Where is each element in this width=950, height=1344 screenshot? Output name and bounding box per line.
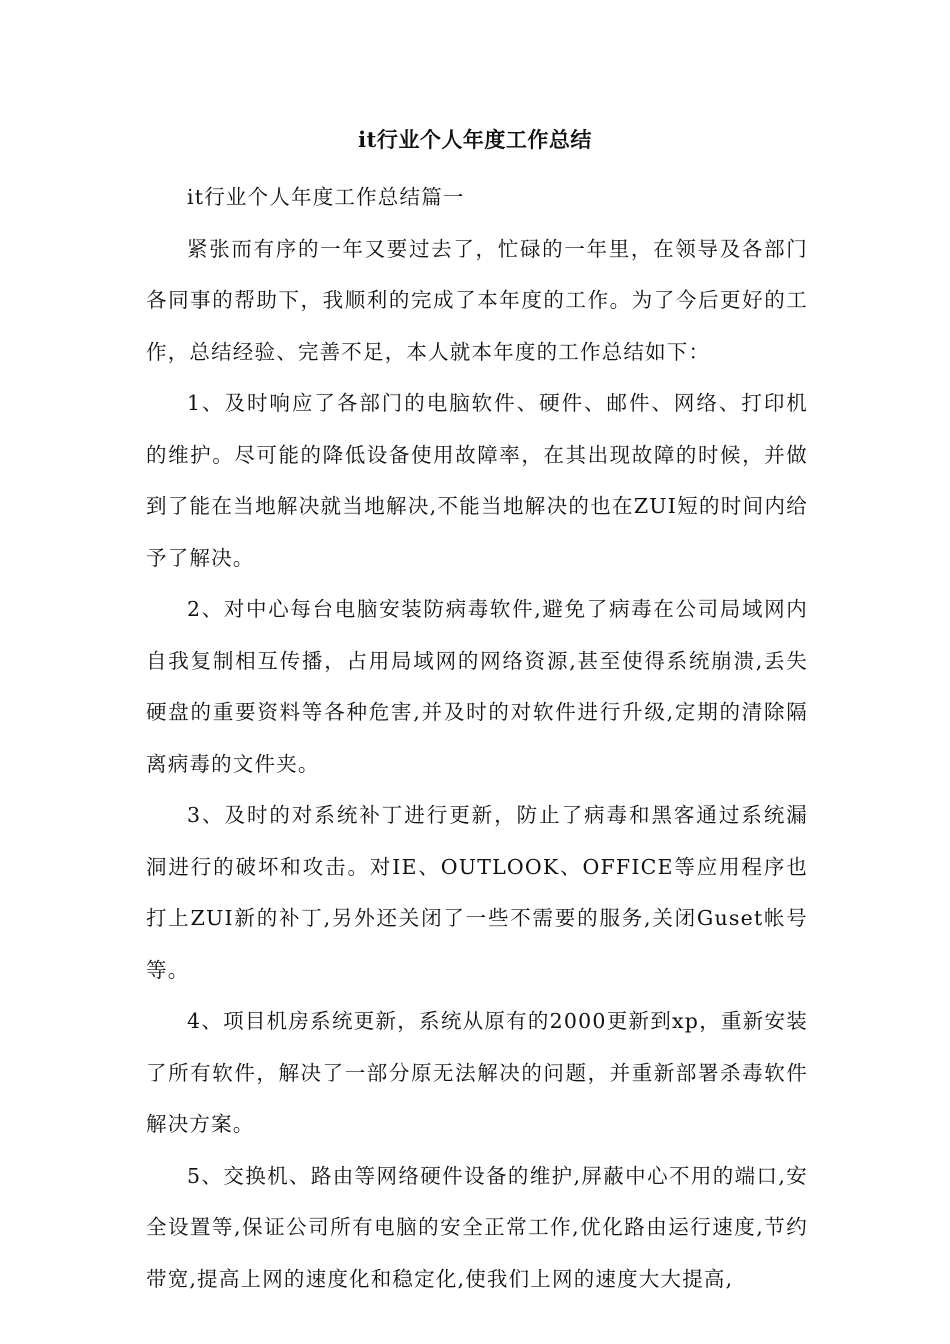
document-body xyxy=(146,172,808,1305)
document-title: it行业个人年度工作总结 xyxy=(358,127,592,152)
paragraph-item-2: 2、对中心每台电脑安装防病毒软件,避免了病毒在公司局域网内自我复制相互传播，占用局域网的网络资源,甚至使得系统崩溃,丢失硬盘的重要资料等各种危害,并及时的对软件进行升级,定期的清除隔离病毒的文件夹。 xyxy=(146,597,808,776)
paragraph-item-4: 4、项目机房系统更新，系统从原有的2000更新到xp，重新安装了所有软件，解决了一部分原无法解决的问题，并重新部署杀毒软件解决方案。 xyxy=(146,1009,808,1136)
section-heading: it行业个人年度工作总结篇一 xyxy=(187,185,465,209)
paragraph-item-3: 3、及时的对系统补丁进行更新，防止了病毒和黑客通过系统漏洞进行的破坏和攻击。对IE、OUTLOOK、OFFICE等应用程序也打上ZUI新的补丁,另外还关闭了一些不需要的服务,关闭Guset帐号等。 xyxy=(146,803,808,982)
paragraph-intro: 紧张而有序的一年又要过去了，忙碌的一年里，在领导及各部门各同事的帮助下，我顺利的完成了本年度的工作。为了今后更好的工作，总结经验、完善不足，本人就本年度的工作总结如下： xyxy=(146,236,808,364)
paragraph-item-5: 5、交换机、路由等网络硬件设备的维护,屏蔽中心不用的端口,安全设置等,保证公司所有电脑的安全正常工作,优化路由运行速度,节约带宽,提高上网的速度化和稳定化,使我们上网的速度大大提高, xyxy=(146,1163,808,1291)
paragraph-item-1: 1、及时响应了各部门的电脑软件、硬件、邮件、网络、打印机的维护。尽可能的降低设备使用故障率，在其出现故障的时候，并做到了能在当地解决就当地解决,不能当地解决的也在ZUI短的时间内给予了解决。 xyxy=(146,391,808,570)
